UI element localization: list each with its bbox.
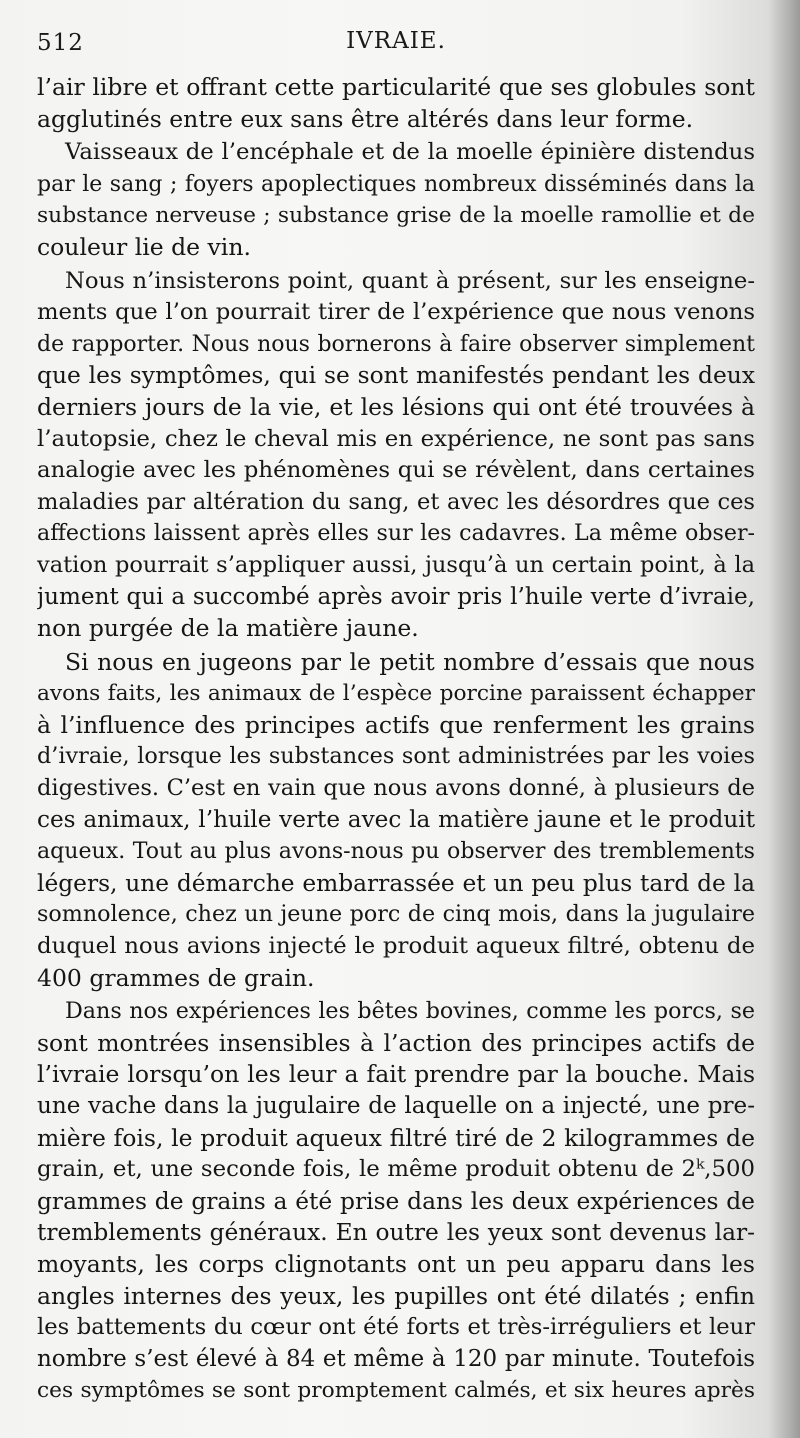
text-line: substance nerveuse ; substance grise de la moelle ramollie et de [37, 203, 755, 229]
text-line: digestives. C’est en vain que nous avons donné, à plusieurs de [37, 775, 755, 802]
text-line: derniers jours de la vie, et les lésions qui ont été trouvées à [37, 392, 755, 421]
text-line: vation pourrait s’appliquer aussi, jusqu’à un certain point, à la [37, 551, 755, 578]
text-line: avons faits, les animaux de l’espèce porcine paraissent échapper [37, 681, 755, 707]
text-line: non purgée de la matière jaune. [37, 614, 419, 643]
paragraph [37, 996, 755, 1407]
paragraph [37, 266, 755, 645]
text-line: sont montrées insensibles à l’action des principes actifs de [37, 1028, 755, 1057]
text-line: Si nous en jugeons par le petit nombre d’essais que nous [65, 647, 755, 676]
text-line: Dans nos expériences les bêtes bovines, comme les porcs, se [65, 998, 755, 1025]
text-line: ces animaux, l’huile verte avec la matière jaune et le produit [37, 806, 755, 833]
text-line: mière fois, le produit aqueux filtré tiré de 2 kilogrammes de [37, 1123, 755, 1152]
text-line: par le sang ; foyers apoplectiques nombreux disséminés dans la [37, 171, 755, 197]
paragraph [37, 137, 755, 263]
text-line: tremblements généraux. En outre les yeux sont devenus lar- [37, 1219, 755, 1247]
text-line: à l’influence des principes actifs que renferment les grains [37, 710, 755, 739]
text-line: l’autopsie, chez le cheval mis en expérience, ne sont pas sans [37, 425, 755, 452]
text-line: d’ivraie, lorsque les substances sont administrées par les voies [37, 743, 755, 770]
text-line: nombre s’est élevé à 84 et même à 120 par minute. Toutefois [37, 1345, 755, 1372]
text-line: une vache dans la jugulaire de laquelle on a injecté, une pre- [37, 1093, 755, 1119]
text-line: les battements du cœur ont été forts et très-irréguliers et leur [37, 1314, 755, 1341]
text-line: maladies par altération du sang, et avec les désordres que ces [37, 488, 755, 515]
page-header [37, 22, 755, 62]
text-line: 400 grammes de grain. [37, 963, 315, 992]
text-line: angles internes des yeux, les pupilles ont été dilatés ; enfin [37, 1281, 755, 1310]
paragraph [37, 647, 755, 995]
text-line: de rapporter. Nous nous bornerons à faire observer simplement [37, 331, 755, 357]
text-line: ments que l’on pourrait tirer de l’expérience que nous venons [37, 299, 755, 326]
text-line: aqueux. Tout au plus avons-nous pu observer des tremblements [37, 839, 755, 865]
paragraph [37, 72, 755, 135]
text-line: ces symptômes se sont promptement calmés, et six heures après [37, 1378, 755, 1404]
text-line: Nous n’insisterons point, quant à présent, sur les enseigne- [65, 267, 755, 294]
page-number: 512 [37, 30, 84, 56]
running-title: IVRAIE. [346, 28, 446, 54]
text-line: légers, une démarche embarrassée et un peu plus tard de la [37, 869, 755, 897]
text-line: affections laissent après elles sur les cadavres. La même obser- [37, 520, 755, 547]
text-line: Vaisseaux de l’encéphale et de la moelle épinière distendus [65, 139, 755, 166]
text-line: grammes de grains a été prise dans les deux expériences de [37, 1186, 755, 1215]
text-line: duquel nous avions injecté le produit aqueux filtré, obtenu de [37, 933, 755, 960]
text-line: jument qui a succombé après avoir pris l’huile verte d’ivraie, [37, 583, 755, 610]
text-line: l’ivraie lorsqu’on les leur a fait prendre par la bouche. Mais [37, 1060, 755, 1089]
body-text [37, 72, 755, 1407]
text-line: l’air libre et offrant cette particularité que ses globules sont [37, 73, 755, 101]
text-line: grain, et, une seconde fois, le même produit obtenu de 2ᵏ,500 [37, 1156, 755, 1183]
text-line: somnolence, chez un jeune porc de cinq mois, dans la jugulaire [37, 901, 755, 928]
text-line: analogie avec les phénomènes qui se révèlent, dans certaines [37, 457, 755, 484]
text-line: couleur lie de vin. [37, 232, 251, 261]
text-line: agglutinés entre eux sans être altérés dans leur forme. [37, 104, 694, 133]
text-line: que les symptômes, qui se sont manifestés pendant les deux [37, 361, 755, 390]
text-line: moyants, les corps clignotants ont un peu apparu dans les [37, 1249, 755, 1278]
